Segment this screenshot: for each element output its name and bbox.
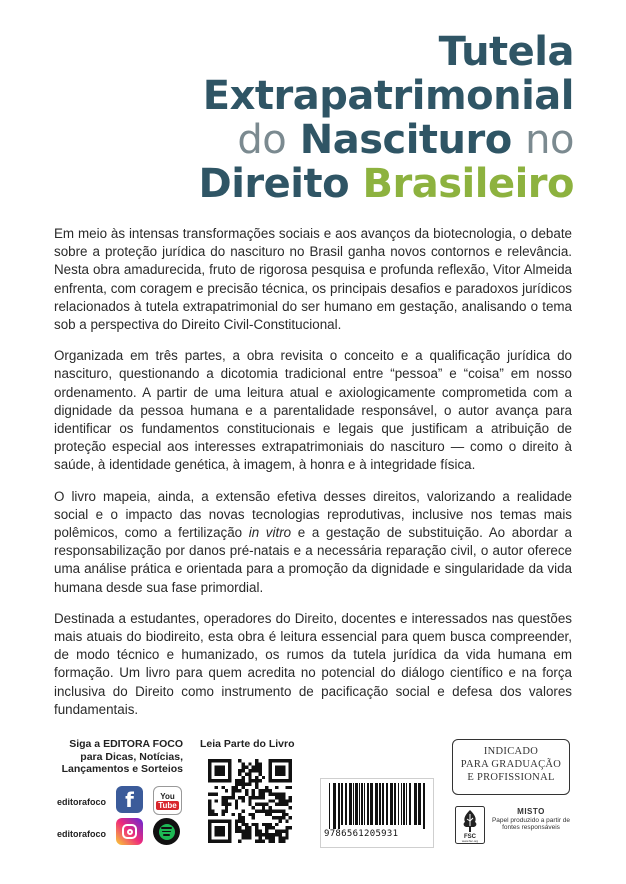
spotify-icon[interactable]	[153, 818, 180, 845]
camera-glyph	[122, 824, 137, 839]
title-word-brasileiro: Brasileiro	[362, 161, 574, 207]
follow-text	[55, 738, 183, 776]
spotify-glyph	[159, 824, 175, 840]
paragraph-3-part-a: O livro mapeia, ainda, a extensão efetiva desses direitos, valorizando a realidade social e o impacto das novas tecnologias reprodutivas, inclusive nos temas mais polêmicos, como a fertilização	[54, 488, 572, 541]
title-line-1: Tutela	[438, 29, 574, 75]
instagram-icon[interactable]	[116, 818, 143, 845]
youtube-you-text: You	[160, 791, 175, 801]
youtube-icon[interactable]	[153, 786, 182, 815]
indicated-line-2: PARA GRADUAÇÃO	[460, 759, 562, 770]
social-handle-2: editorafoco	[57, 829, 107, 839]
qr-code-icon[interactable]	[208, 759, 292, 843]
book-title	[198, 30, 574, 206]
follow-line-1: Siga a EDITORA FOCO	[69, 738, 183, 750]
synopsis	[54, 225, 572, 732]
follow-line-3: Lançamentos e Sorteios	[61, 763, 183, 775]
title-word-do: do	[237, 117, 287, 163]
fsc-logo-icon	[455, 806, 485, 844]
title-line-3	[198, 118, 574, 162]
indicated-line-1: INDICADO	[483, 746, 539, 757]
paragraph-4: Destinada a estudantes, operadores do Direito, docentes e interessados nas questões mais atuais do biodireito, esta obra é leitura essencial para quem busca compreender, de modo técnico e humanizado, os rumos da tutela jurídica da vida humana em formação. Um livro para quem acredita no potencial do diálogo científico e na força inclusiva do Direito como instrumento de pacificação social e defesa dos valores fundamentais.	[54, 610, 572, 717]
fsc-logo-text: FSC	[464, 834, 476, 840]
paragraph-3-part-b: e a gestação de substituição. Ao abordar a responsabilização por danos pré-natais e a necessária reparação civil, o autor oferece uma análise prática e orientada para a promoção da dignidade e singularidade da vida humana desde sua fase primordial.	[54, 525, 572, 595]
paragraph-3-italic: in vitro	[248, 525, 292, 541]
social-handle-1: editorafoco	[57, 797, 107, 807]
fsc-misto: MISTO	[517, 807, 545, 816]
fsc-description: Papel produzido a partir de fontes responsáveis	[491, 816, 571, 831]
isbn-number: 9786561205931	[324, 829, 399, 839]
facebook-icon[interactable]	[116, 786, 143, 813]
youtube-tube-text: Tube	[158, 800, 177, 810]
indicated-badge	[452, 739, 570, 795]
fsc-info	[489, 808, 573, 832]
follow-line-2: para Dicas, Notícias,	[80, 750, 183, 763]
paragraph-1: Em meio às intensas transformações sociais e aos avanços da biotecnologia, o debate sobre a proteção jurídica do nascituro no Brasil ganha novos contornos e relevância. Nesta obra amadurecida, fruto de rigorosa pesquisa e profunda reflexão, Vitor Almeida enfrenta, com coragem e precisão técnica, os principais desafios e paradoxos jurídicos relacionados à tutela extrapatrimonial do ser humano em gestação, analisando o tema sob a perspectiva do Direito Civil-Constitucional.	[54, 226, 572, 333]
title-word-direito: Direito	[198, 161, 350, 207]
paragraph-3	[54, 488, 572, 597]
title-line-2: Extrapatrimonial	[202, 73, 574, 119]
facebook-glyph: f	[125, 787, 134, 812]
fsc-url: www.fsc.org	[461, 839, 479, 843]
title-word-no: no	[525, 117, 574, 163]
qr-label: Leia Parte do Livro	[200, 738, 295, 750]
barcode-bars	[321, 779, 433, 829]
title-word-nascituro: Nascituro	[299, 117, 512, 163]
paragraph-2: Organizada em três partes, a obra revisita o conceito e a qualificação jurídica do nascituro, questionando a dicotomia tradicional entre “pessoa” e “coisa” em nosso ordenamento. A partir de uma leitura atual e axiologicamente comprometida com a dignidade da pessoa humana e a parentalidade responsável, o autor avança para identificar os fundamentos constitucionais e legais que justificam a atribuição de proteção especial aos interesses extrapatrimoniais do nascituro — como o direito à saúde, à identidade genética, à imagem, à honra e à integridade física.	[54, 348, 572, 473]
title-line-4	[198, 162, 574, 206]
indicated-line-3: E PROFISSIONAL	[467, 772, 555, 783]
